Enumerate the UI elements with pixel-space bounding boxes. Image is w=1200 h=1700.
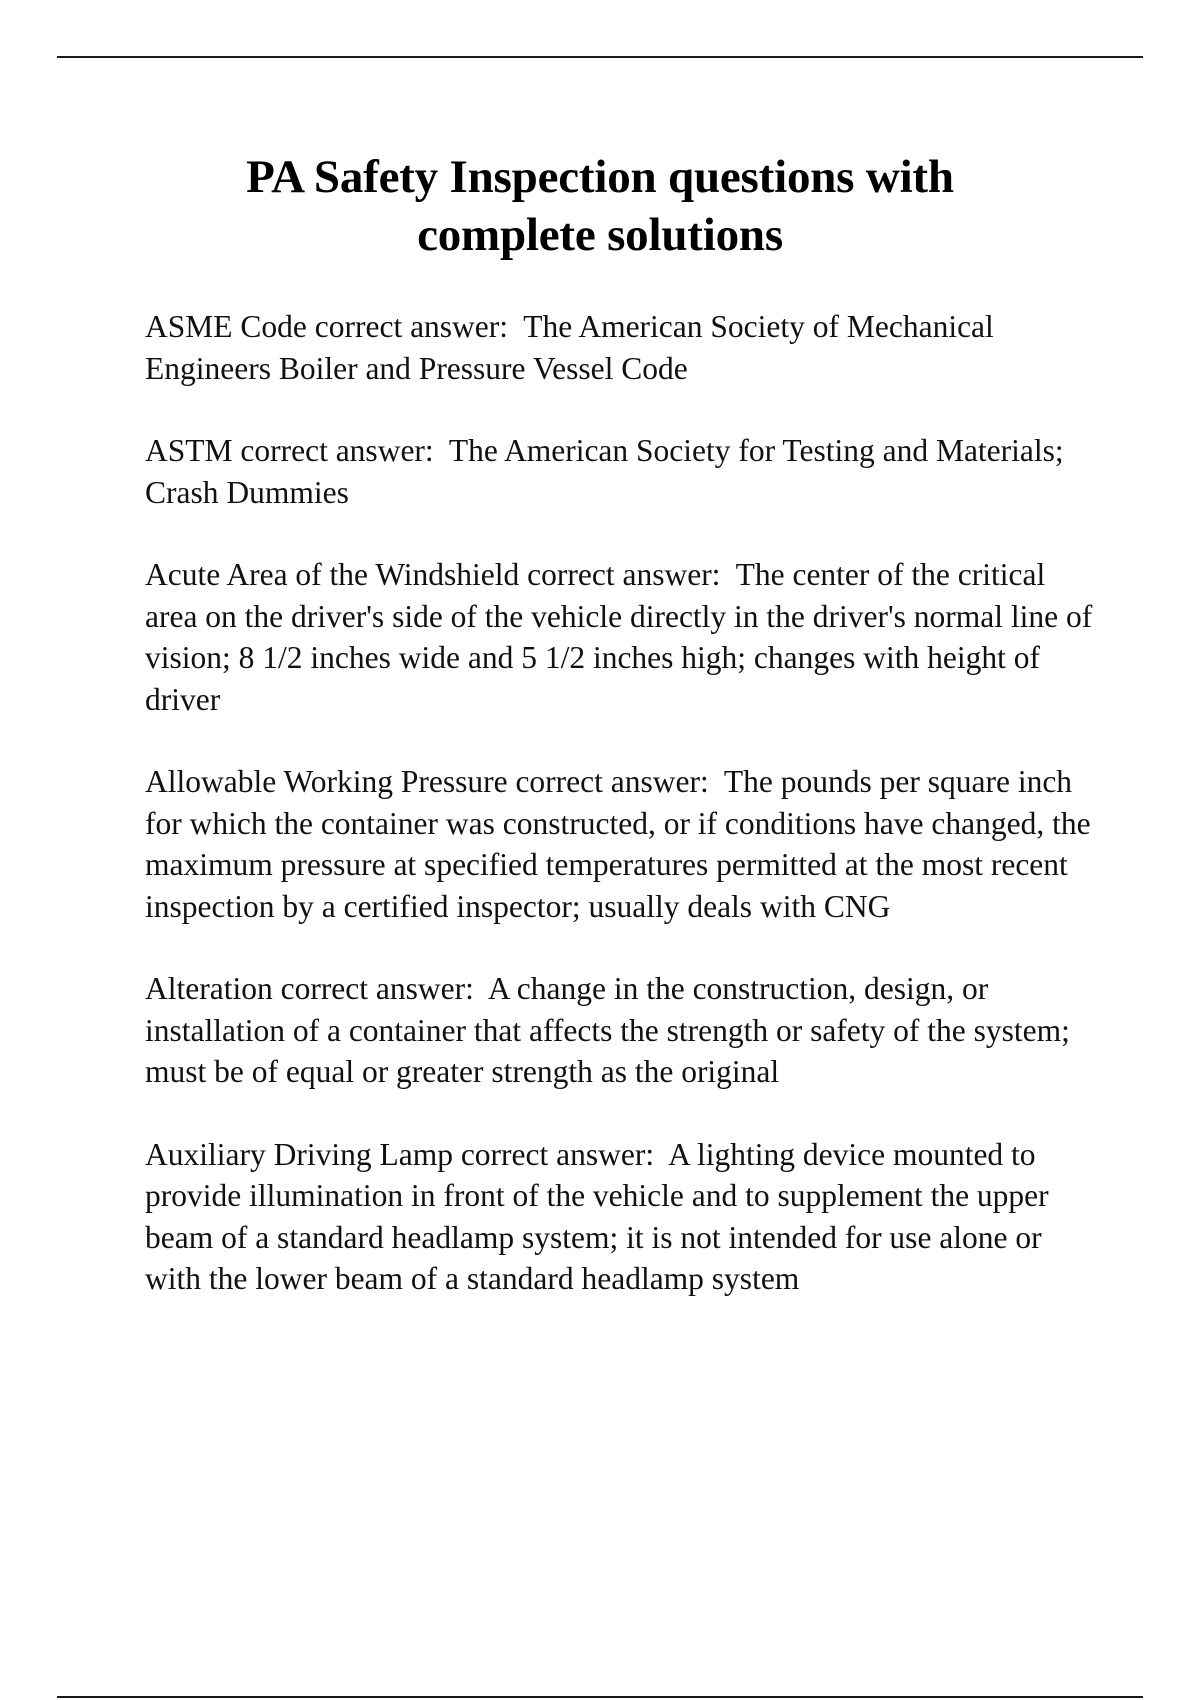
entry-answer: The center of the critical area on the driver's side of the vehicle directly in the driver's normal line of vision; 8 1/2 inches wide and 5 1/2 inches high; changes with height of driver [145,557,1093,717]
entry-answer-label: correct answer: [460,1136,655,1172]
qa-entry-asme-code [145,306,1095,389]
page-title [0,148,1200,264]
entry-answer: The pounds per square inch for which the container was constructed, or if conditions have changed, the maximum pressure at specified temperatures permitted at the most recent inspection by a certified inspector; usually deals with CNG [145,764,1091,924]
entry-term: Allowable Working Pressure [145,764,508,799]
qa-entry-acute-area [145,554,1095,720]
entry-answer: The American Society of Mechanical Engineers Boiler and Pressure Vessel Code [145,309,994,386]
qa-list [145,306,1095,1341]
entry-term: Auxiliary Driving Lamp [145,1136,453,1172]
qa-entry-astm [145,430,1095,513]
entry-answer: The American Society for Testing and Materials; Crash Dummies [145,433,1064,510]
qa-entry-alteration [145,968,1095,1093]
qa-entry-auxiliary-driving-lamp [145,1134,1095,1300]
entry-answer: A change in the construction, design, or installation of a container that affects the strength or safety of the system; must be of equal or greater strength as the original [145,971,1070,1089]
entry-term: Acute Area of the Windshield [145,557,520,592]
title-line-2: complete solutions [417,209,783,261]
title-line-1: PA Safety Inspection questions with [246,151,954,203]
entry-answer-label: correct answer: [280,971,474,1006]
entry-answer-label: correct answer: [240,433,434,468]
qa-entry-allowable-working-pressure [145,761,1095,927]
entry-answer-label: correct answer: [314,309,509,344]
entry-term: ASTM [145,433,233,468]
entry-term: ASME Code [145,309,307,344]
bottom-rule [57,1696,1143,1698]
entry-answer: A lighting device mounted to provide illumination in front of the vehicle and to supplement the upper beam of a standard headlamp system; it is not intended for use alone or with the lower beam of a standard headlamp system [145,1136,1049,1296]
entry-answer-label: correct answer: [515,764,709,799]
entry-answer-label: correct answer: [527,557,721,592]
top-rule [57,56,1143,58]
entry-term: Alteration [145,971,273,1006]
